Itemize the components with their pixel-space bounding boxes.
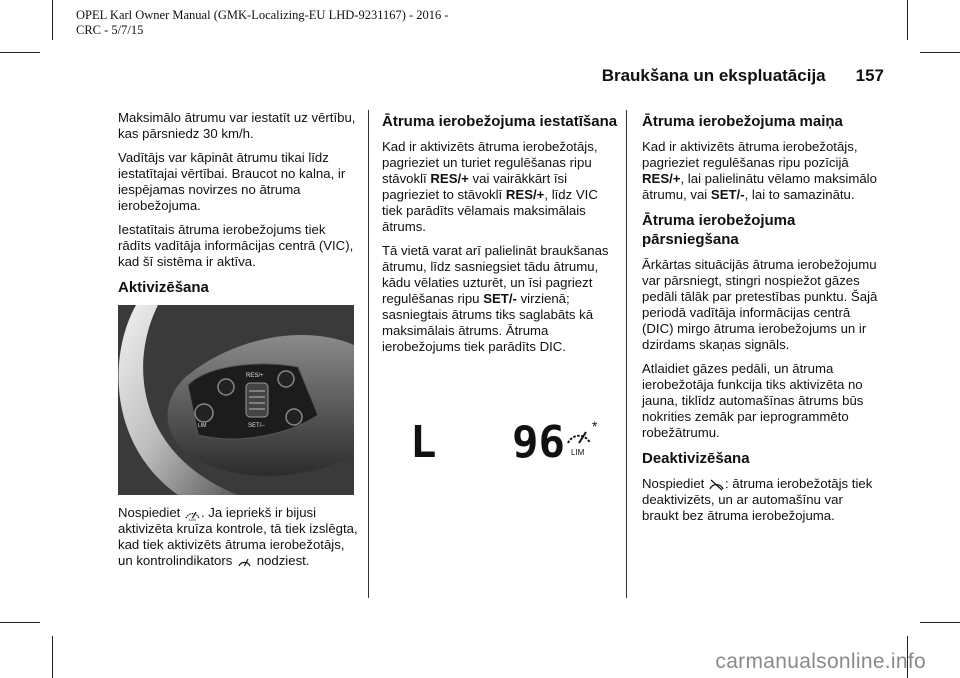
paragraph: Ārkārtas situācijās ātruma ierobežojumu var pārsniegt, stingri nospiežot gāzes pedāli tālāk par pretestības punktu. Šajā periodā vadītāja informācijas centrā (DIC) mirgo ātruma ierobežojums un ir dzirdams skaņas signāls. bbox=[642, 257, 878, 352]
text: Nospiediet bbox=[118, 505, 181, 520]
heading-deactivation: Deaktivizēšana bbox=[642, 450, 750, 467]
page-number: 157 bbox=[855, 66, 884, 85]
text: , lai palielinātu vēlamo maksimālo ātrumu, vai bbox=[642, 171, 877, 202]
speed-limiter-icon bbox=[568, 432, 590, 457]
set-label: SET/- bbox=[483, 291, 517, 306]
paragraph: Maksimālo ātrumu var iestatīt uz vērtību, kas pārsniedz 30 km/h. bbox=[118, 110, 356, 141]
lim-label: LIM bbox=[571, 448, 585, 457]
res-label: RES/+ bbox=[246, 373, 264, 379]
crop-mark bbox=[920, 622, 960, 623]
text: , lai to samazinātu. bbox=[744, 187, 855, 202]
text: virzienā; sasniegtais ātrums tiks saglabāts kā maksimālais ātrums. Ātruma ierobežojums tiek parādīts DIC. bbox=[382, 291, 594, 354]
heading-activation: Aktivizēšana bbox=[118, 279, 209, 296]
heading-change: Ātruma ierobežojuma maiņa bbox=[642, 113, 843, 130]
text: , līdz VIC tiek parādīts vēlamais maksimālais ātrums. bbox=[382, 187, 598, 234]
column-right bbox=[642, 110, 882, 532]
res-label: RES/+ bbox=[505, 187, 545, 202]
heading-exceed: Ātruma ierobežojuma pārsniegšana bbox=[642, 212, 796, 248]
crop-mark bbox=[52, 636, 53, 678]
res-label: RES/+ bbox=[642, 171, 681, 186]
crop-mark bbox=[0, 52, 40, 53]
text: . Ja iepriekš ir bijusi aktivizēta kruīza kontrole, tā tiek izslēgta, kad tiek aktivizēts ātruma ierobežotājs, un kontrolindikators bbox=[118, 505, 358, 569]
text: vai vairākkārt īsi pagrieziet to stāvoklī bbox=[382, 171, 568, 202]
paragraph bbox=[642, 139, 882, 203]
meta-line: CRC - 5/7/15 bbox=[76, 23, 144, 37]
column-divider bbox=[626, 110, 627, 598]
crop-mark bbox=[907, 0, 908, 40]
lim-label: LIM bbox=[198, 423, 207, 429]
set-label: SET/– bbox=[248, 423, 265, 429]
crop-mark bbox=[920, 52, 960, 53]
svg-text:LIM: LIM bbox=[188, 517, 196, 522]
heading-setting: Ātruma ierobežojuma iestatīšana bbox=[382, 113, 618, 130]
running-header bbox=[602, 66, 884, 86]
text: nodziest. bbox=[256, 553, 310, 569]
text: Kad ir aktivizēts ātruma ierobežotājs, pagrieziet un turiet regulēšanas ripu stāvoklī bbox=[382, 139, 598, 186]
speed-limiter-icon bbox=[184, 506, 201, 521]
res-label: RES/+ bbox=[430, 171, 469, 186]
speed-limiter-off-icon bbox=[708, 477, 725, 492]
paragraph bbox=[118, 505, 358, 569]
steering-wheel-figure bbox=[118, 305, 354, 495]
text: Tā vietā varat arī palielināt braukšanas ātrumu, līdz sasniegsiet tādu ātrumu, kādu vēlaties uzturēt, un īsi pagriezt regulēšanas ripu bbox=[382, 243, 609, 306]
set-label: SET/- bbox=[710, 187, 745, 202]
column-left bbox=[118, 110, 358, 577]
section-title: Braukšana un ekspluatācija bbox=[601, 66, 826, 85]
crop-mark bbox=[0, 622, 40, 623]
column-middle bbox=[382, 110, 622, 475]
paragraph: Iestatītais ātruma ierobežojums tiek rādīts vadītāja informācijas centrā (VIC), kad šī sistēma ir aktīva. bbox=[118, 222, 354, 269]
speed-limiter-indicator-icon bbox=[236, 554, 253, 569]
text: Kad ir aktivizēts ātruma ierobežotājs, pagrieziet regulēšanas ripu pozīcijā bbox=[642, 139, 858, 170]
watermark: carmanualsonline.info bbox=[715, 650, 926, 673]
dic-display-figure bbox=[382, 405, 618, 475]
text: : ātruma ierobežotājs tiek deaktivizēts, un ar automašīnu var braukt bez ātruma ierobežojuma. bbox=[642, 476, 873, 524]
paragraph bbox=[382, 139, 622, 235]
document-meta bbox=[76, 8, 449, 38]
column-divider bbox=[368, 110, 369, 598]
footnote-star: * bbox=[592, 418, 598, 434]
speed-readout: 96 bbox=[512, 417, 565, 468]
text: Nospiediet bbox=[642, 476, 705, 491]
paragraph bbox=[642, 476, 882, 524]
gear-indicator: L bbox=[410, 417, 437, 468]
meta-line: OPEL Karl Owner Manual (GMK-Localizing-EU LHD-9231167) - 2016 - bbox=[76, 8, 449, 22]
paragraph bbox=[382, 243, 622, 355]
crop-mark bbox=[52, 0, 53, 40]
paragraph: Atlaidiet gāzes pedāli, un ātruma ierobežotāja funkcija tiks aktivizēta no jauna, tiklīdz automašīnas ātrums būs nokrities zemāk par ieprogrammēto robežātrumu. bbox=[642, 361, 864, 440]
paragraph: Vadītājs var kāpināt ātrumu tikai līdz iestatītajai vērtībai. Braucot no kalna, ir iespējamas novirzes no ātruma ierobežojuma. bbox=[118, 150, 346, 213]
